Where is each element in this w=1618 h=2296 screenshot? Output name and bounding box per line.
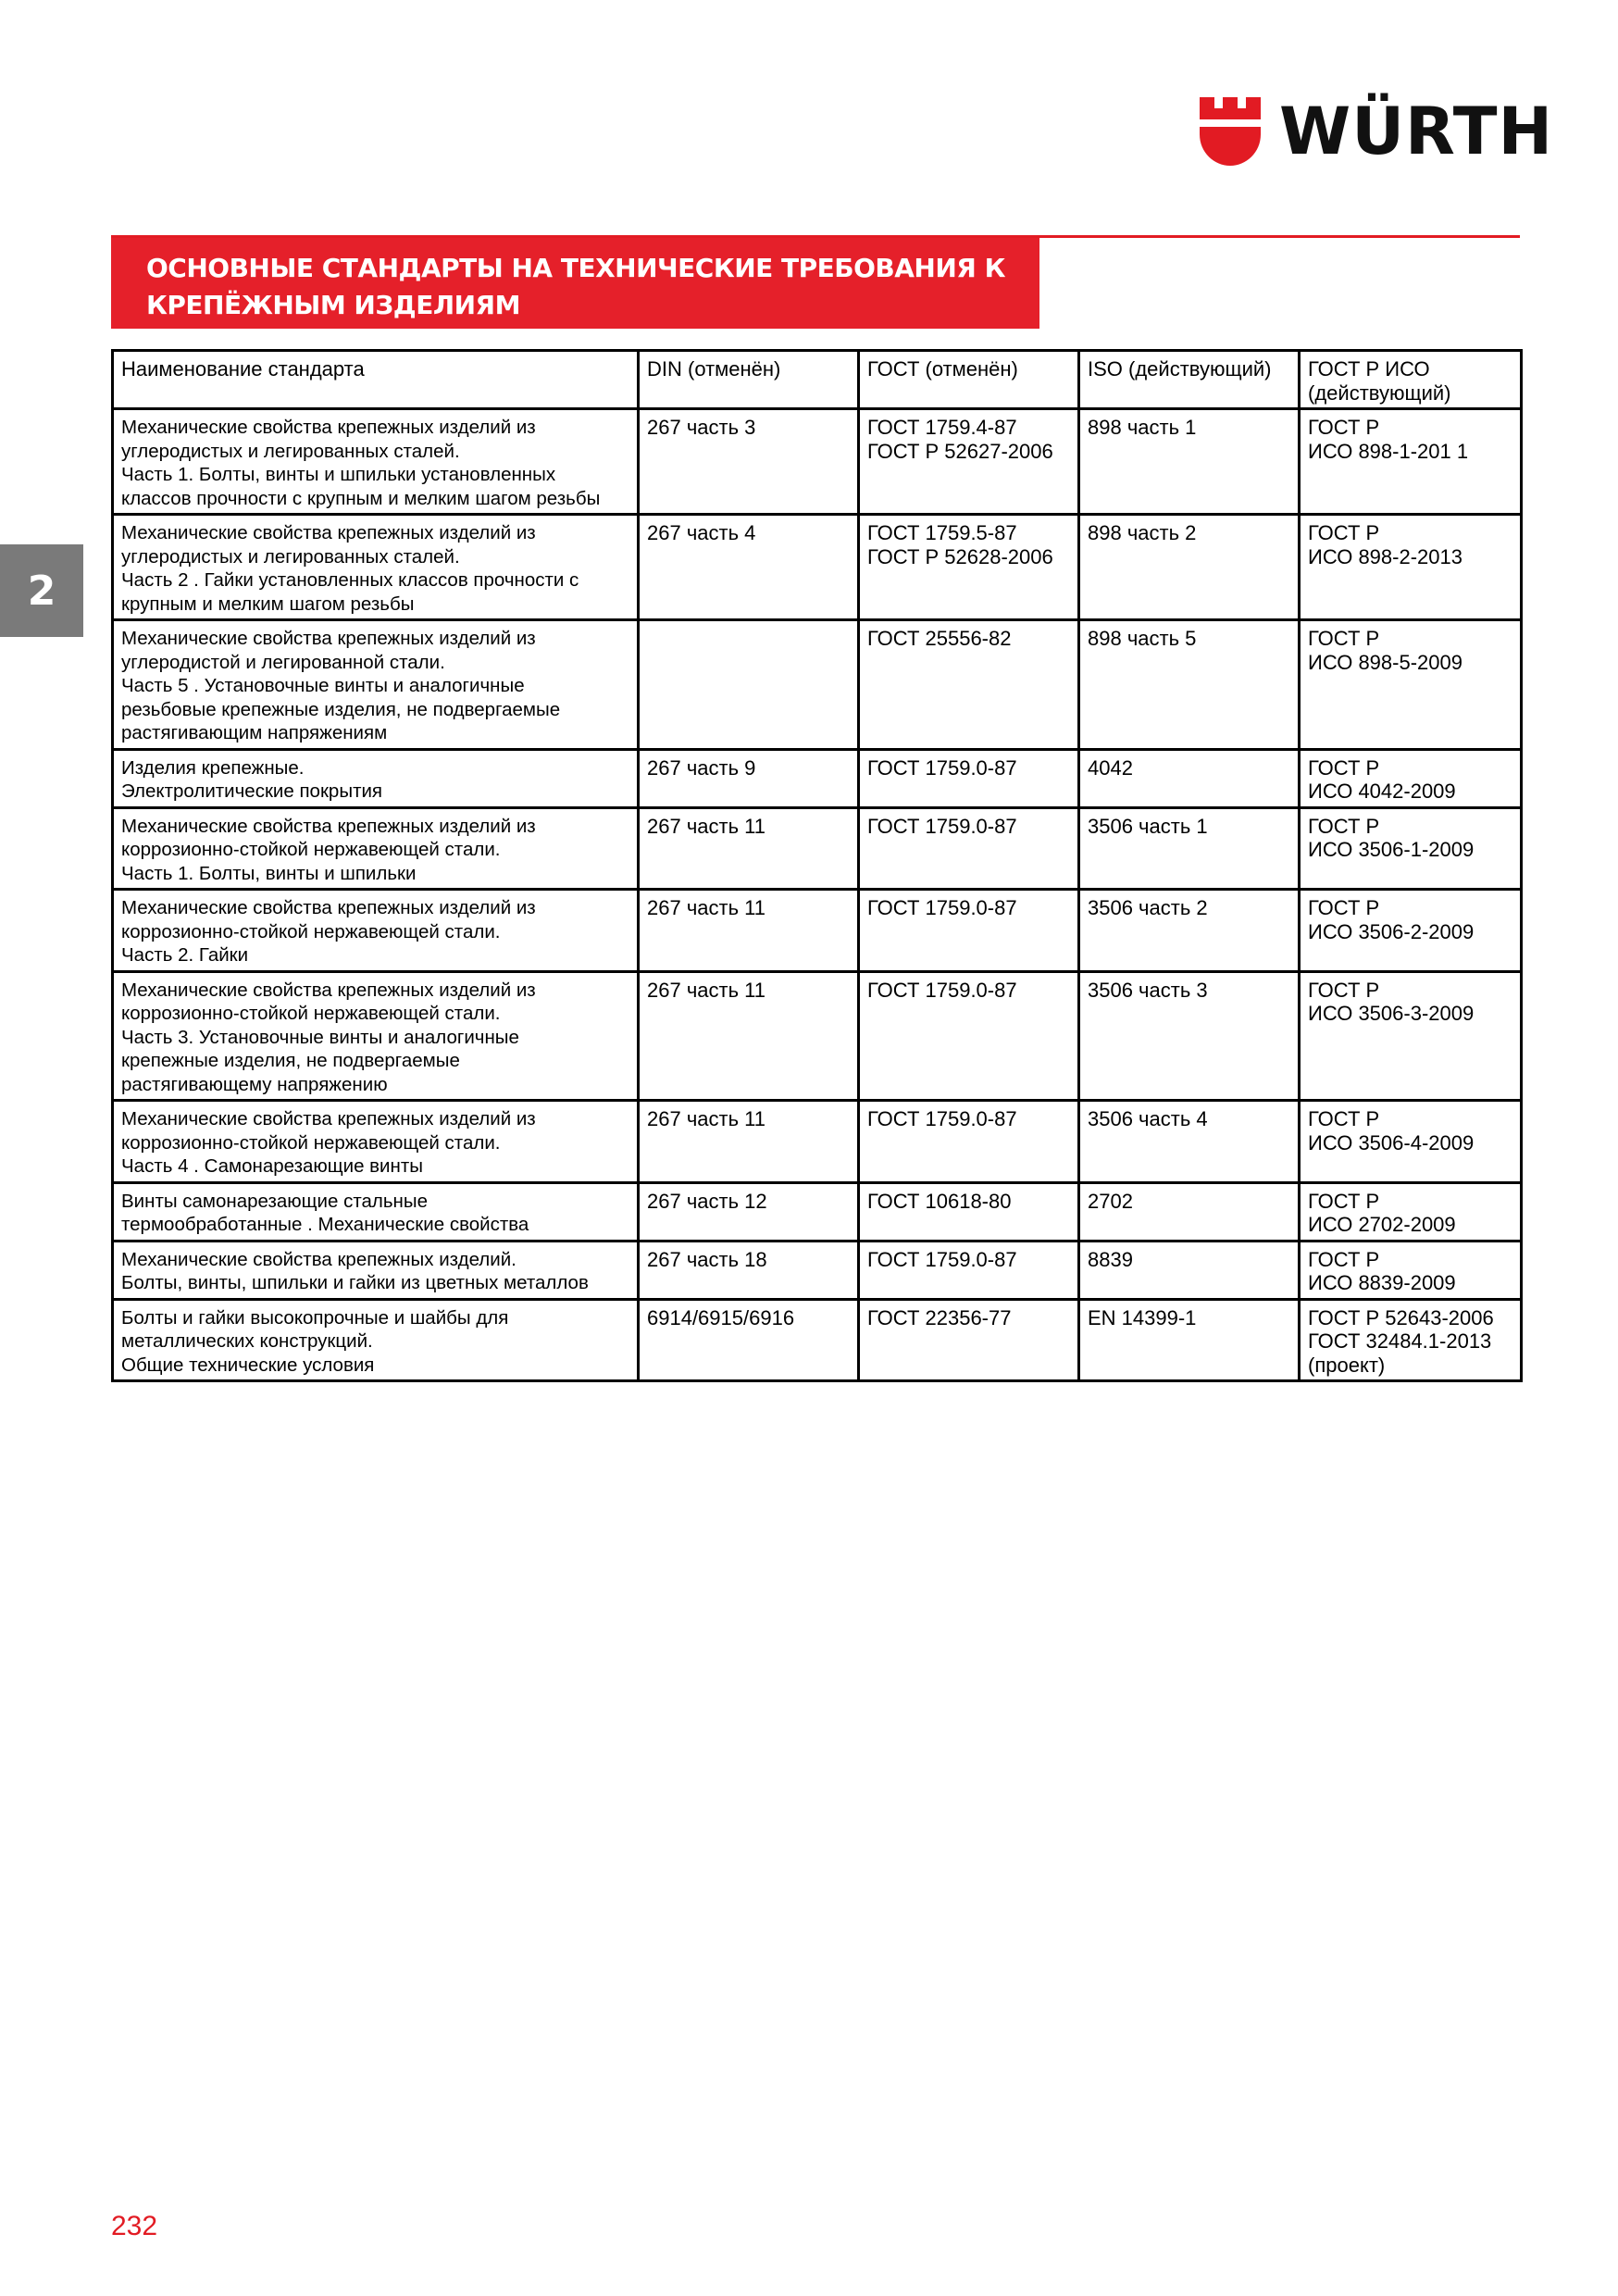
- cell-gost-r-iso: ГОСТ Р ИСО 898-1-201 1: [1300, 409, 1522, 515]
- cell-iso: 3506 часть 2: [1079, 890, 1300, 972]
- cell-gost-r-iso: ГОСТ Р ИСО 3506-4-2009: [1300, 1101, 1522, 1183]
- header-gost: ГОСТ (отменён): [859, 351, 1079, 409]
- wurth-logo: [1200, 96, 1553, 167]
- table-row: [113, 1299, 1522, 1381]
- cell-iso: 898 часть 2: [1079, 515, 1300, 620]
- cell-gost: ГОСТ 25556-82: [859, 620, 1079, 750]
- page-number: 232: [111, 2211, 158, 2241]
- table-row: [113, 1101, 1522, 1183]
- title-block: [111, 238, 1039, 329]
- cell-gost: ГОСТ 1759.0-87: [859, 890, 1079, 972]
- cell-gost: ГОСТ 1759.0-87: [859, 971, 1079, 1101]
- cell-din: 267 часть 9: [639, 749, 859, 807]
- standards-table: [111, 349, 1523, 1382]
- cell-standard-name: Механические свойства крепежных изделий из коррозионно-стойкой нержавеющей стали. Часть 1. Болты, винты и шпильки: [113, 807, 639, 890]
- cell-din: 267 часть 12: [639, 1182, 859, 1241]
- cell-din: 6914/6915/6916: [639, 1299, 859, 1381]
- cell-standard-name: Механические свойства крепежных изделий из углеродистых и легированных сталей. Часть 2 . Гайки установленных классов прочности с крупным и мелким шагом резьбы: [113, 515, 639, 620]
- header-gost-r-iso: ГОСТ Р ИСО (действующий): [1300, 351, 1522, 409]
- cell-gost-r-iso: ГОСТ Р ИСО 898-2-2013: [1300, 515, 1522, 620]
- cell-din: 267 часть 11: [639, 890, 859, 972]
- cell-gost-r-iso: ГОСТ Р ИСО 2702-2009: [1300, 1182, 1522, 1241]
- wurth-logo-icon: [1200, 97, 1261, 166]
- cell-din: 267 часть 18: [639, 1241, 859, 1299]
- cell-gost: ГОСТ 1759.5-87 ГОСТ Р 52628-2006: [859, 515, 1079, 620]
- header-iso: ISO (действующий): [1079, 351, 1300, 409]
- cell-din: 267 часть 11: [639, 1101, 859, 1183]
- cell-iso: 898 часть 5: [1079, 620, 1300, 750]
- header-din: DIN (отменён): [639, 351, 859, 409]
- table-row: [113, 620, 1522, 750]
- table-header-row: [113, 351, 1522, 409]
- cell-gost: ГОСТ 1759.0-87: [859, 749, 1079, 807]
- cell-standard-name: Винты самонарезающие стальные термообработанные . Механические свойства: [113, 1182, 639, 1241]
- cell-iso: 898 часть 1: [1079, 409, 1300, 515]
- cell-standard-name: Механические свойства крепежных изделий. Болты, винты, шпильки и гайки из цветных металлов: [113, 1241, 639, 1299]
- cell-gost: ГОСТ 1759.0-87: [859, 1101, 1079, 1183]
- table-row: [113, 971, 1522, 1101]
- cell-iso: 4042: [1079, 749, 1300, 807]
- cell-iso: 3506 часть 1: [1079, 807, 1300, 890]
- cell-iso: 3506 часть 3: [1079, 971, 1300, 1101]
- cell-standard-name: Механические свойства крепежных изделий из углеродистых и легированных сталей. Часть 1. Болты, винты и шпильки установленных классов прочности с крупным и мелким шагом резьбы: [113, 409, 639, 515]
- cell-iso: 3506 часть 4: [1079, 1101, 1300, 1183]
- table-row: [113, 807, 1522, 890]
- cell-standard-name: Механические свойства крепежных изделий из углеродистой и легированной стали. Часть 5 . Установочные винты и аналогичные резьбовые крепежные изделия, не подвергаемые растягивающим напряжениям: [113, 620, 639, 750]
- table-row: [113, 1182, 1522, 1241]
- cell-iso: 2702: [1079, 1182, 1300, 1241]
- cell-din: [639, 620, 859, 750]
- cell-din: 267 часть 3: [639, 409, 859, 515]
- cell-iso: 8839: [1079, 1241, 1300, 1299]
- cell-gost: ГОСТ 22356-77: [859, 1299, 1079, 1381]
- cell-gost: ГОСТ 10618-80: [859, 1182, 1079, 1241]
- table-row: [113, 890, 1522, 972]
- table-row: [113, 749, 1522, 807]
- table-row: [113, 515, 1522, 620]
- wurth-logo-text: WÜRTH: [1279, 94, 1554, 169]
- cell-iso: EN 14399-1: [1079, 1299, 1300, 1381]
- table-row: [113, 409, 1522, 515]
- header-standard-name: Наименование стандарта: [113, 351, 639, 409]
- cell-gost: ГОСТ 1759.0-87: [859, 807, 1079, 890]
- cell-gost-r-iso: ГОСТ Р ИСО 3506-2-2009: [1300, 890, 1522, 972]
- cell-standard-name: Механические свойства крепежных изделий из коррозионно-стойкой нержавеющей стали. Часть 3. Установочные винты и аналогичные крепежные изделия, не подвергаемые растягивающему напряжению: [113, 971, 639, 1101]
- cell-gost-r-iso: ГОСТ Р ИСО 8839-2009: [1300, 1241, 1522, 1299]
- cell-gost-r-iso: ГОСТ Р ИСО 4042-2009: [1300, 749, 1522, 807]
- cell-gost-r-iso: ГОСТ Р ИСО 3506-1-2009: [1300, 807, 1522, 890]
- cell-standard-name: Механические свойства крепежных изделий из коррозионно-стойкой нержавеющей стали. Часть 2. Гайки: [113, 890, 639, 972]
- cell-gost-r-iso: ГОСТ Р ИСО 3506-3-2009: [1300, 971, 1522, 1101]
- cell-standard-name: Изделия крепежные. Электролитические покрытия: [113, 749, 639, 807]
- cell-gost-r-iso: ГОСТ Р ИСО 898-5-2009: [1300, 620, 1522, 750]
- chapter-tab: 2: [0, 544, 83, 637]
- page-title: ОСНОВНЫЕ СТАНДАРТЫ НА ТЕХНИЧЕСКИЕ ТРЕБОВАНИЯ К КРЕПЁЖНЫМ ИЗДЕЛИЯМ: [146, 253, 1005, 320]
- cell-standard-name: Болты и гайки высокопрочные и шайбы для металлических конструкций. Общие технические условия: [113, 1299, 639, 1381]
- cell-gost: ГОСТ 1759.4-87 ГОСТ Р 52627-2006: [859, 409, 1079, 515]
- cell-din: 267 часть 11: [639, 971, 859, 1101]
- cell-gost-r-iso: ГОСТ Р 52643-2006 ГОСТ 32484.1-2013 (проект): [1300, 1299, 1522, 1381]
- cell-gost: ГОСТ 1759.0-87: [859, 1241, 1079, 1299]
- cell-standard-name: Механические свойства крепежных изделий из коррозионно-стойкой нержавеющей стали. Часть 4 . Самонарезающие винты: [113, 1101, 639, 1183]
- cell-din: 267 часть 4: [639, 515, 859, 620]
- cell-din: 267 часть 11: [639, 807, 859, 890]
- table-row: [113, 1241, 1522, 1299]
